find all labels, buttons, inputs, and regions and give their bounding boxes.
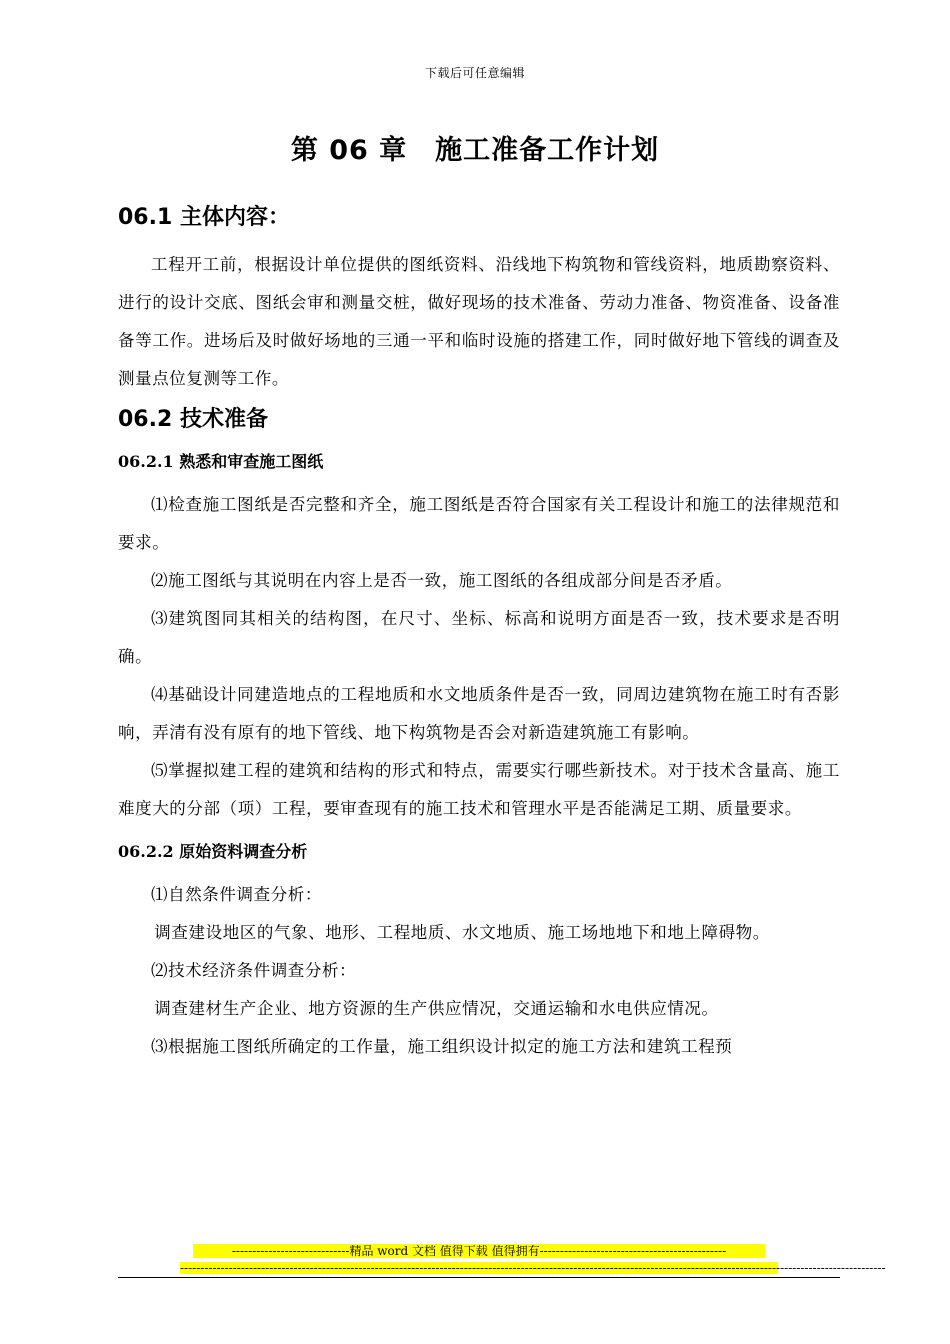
subsection-heading-06-2-1: 06.2.1 熟悉和审查施工图纸 (118, 452, 324, 471)
list-item-body: 调查建材生产企业、地方资源的生产供应情况，交通运输和水电供应情况。 (154, 999, 719, 1018)
list-item: ⑶建筑图同其相关的结构图，在尺寸、坐标、标高和说明方面是否一致，技术要求是否明确。 (118, 609, 840, 666)
list-item-title: ⑵技术经济条件调查分析： (151, 961, 357, 980)
footer-rule (118, 1277, 840, 1278)
section-heading-06-2: 06.2 技术准备 (118, 407, 268, 432)
list-item: ⑵施工图纸与其说明在内容上是否一致，施工图纸的各组成部分间是否矛盾。 (151, 571, 733, 590)
list-item: ⑸掌握拟建工程的建筑和结构的形式和特点，需要实行哪些新技术。对于技术含量高、施工难度大的分部（项）工程，要审查现有的施工技术和管理水平是否能满足工期、质量要求。 (118, 761, 840, 818)
list-item-title: ⑴自然条件调查分析： (151, 885, 322, 904)
footer-banner: -----------------------------精品 word 文档 值得下载 值得拥有---------------------------------------------- (193, 1244, 765, 1258)
document-body (118, 196, 840, 1066)
list-item: ⑷基础设计同建造地点的工程地质和水文地质条件是否一致，同周边建筑物在施工时有否影响，弄清有没有原有的地下管线、地下构筑物是否会对新造建筑施工有影响。 (118, 685, 840, 742)
section-paragraph: 工程开工前，根据设计单位提供的图纸资料、沿线地下构筑物和管线资料，地质勘察资料、进行的设计交底、图纸会审和测量交桩，做好现场的技术准备、劳动力准备、物资准备、设备准备等工作。进场后及时做好场地的三通一平和临时设施的搭建工作，同时做好地下管线的调查及测量点位复测等工作。 (118, 255, 840, 388)
subsection-heading-06-2-2: 06.2.2 原始资料调查分析 (118, 842, 308, 861)
chapter-title: 第 06 章 施工准备工作计划 (290, 135, 660, 166)
section-heading-06-1: 06.1 主体内容： (118, 205, 290, 230)
header-note: 下载后可任意编辑 (424, 66, 525, 80)
list-item: ⑶根据施工图纸所确定的工作量，施工组织设计拟定的施工方法和建筑工程预 (151, 1037, 733, 1056)
list-item: ⑴检查施工图纸是否完整和齐全，施工图纸是否符合国家有关工程设计和施工的法律规范和要求。 (118, 495, 840, 552)
list-item-body: 调查建设地区的气象、地形、工程地质、水文地质、施工场地地下和地上障碍物。 (154, 923, 770, 942)
footer-dash-line: ------------------------------------------------------------------------------------------------------------------------------------------------------------------------------ (180, 1261, 886, 1275)
